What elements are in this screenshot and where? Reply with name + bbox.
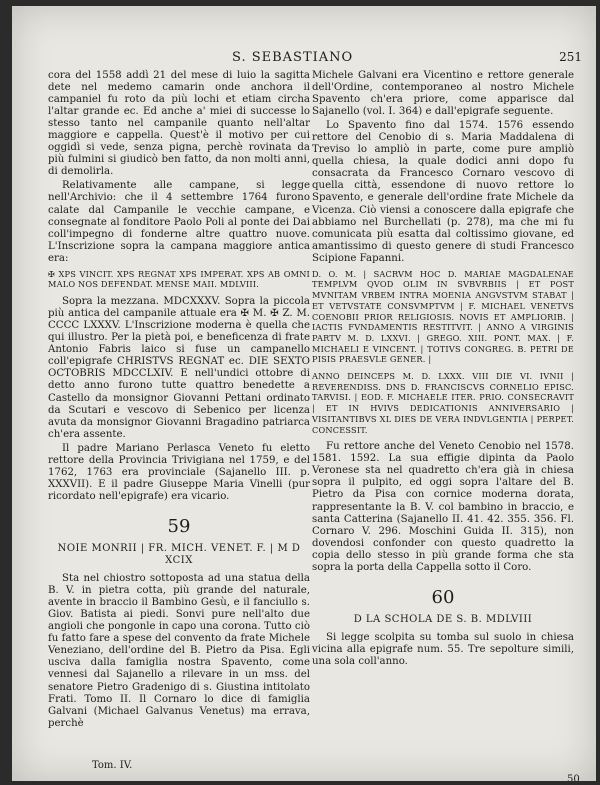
paragraph: Relativamente alle campane, si legge nell'Archivio: che il 4 settembre 1764 furono calate dal Campanile le vecchie campane, e consegnate al fonditore Paolo Poli al ponte dei Dai coll'impegno di fonderne altre quattro nuove. L'Inscrizione sopra la campana maggiore antica era: xyxy=(48,180,310,264)
paragraph: Michele Galvani era Vicentino e rettore generale dell'Ordine, contemporaneo al nostro Michele Spavento ch'era priore, come apparisce dal Sajanello (vol. I. 364) e dall'epigrafe seguente. xyxy=(312,70,574,118)
paragraph: Fu rettore anche del Veneto Cenobio nel 1578. 1581. 1592. La sua effigie dipinta da Paolo Veronese sta nel quadretto ch'era già in chiesa sopra il pulpito, ed oggi sopra l'altare del B. Pietro da Pisa con cornice moderna dorata, rappresentante la B. V. col bambino in braccio, e santa Catterina (Sajanello II. 41. 42. 355. 356. Fl. Cornaro V. 296. Moschini Guida II. 315), non dovendosi confonder con questo quadretto la copia dello stesso in più grande forma che sta sopra la porta della Cappella sotto il Coro. xyxy=(312,441,574,573)
running-header xyxy=(12,50,596,70)
book-page xyxy=(12,6,596,781)
epigraph: ✠ XPS VINCIT. XPS REGNAT XPS IMPERAT. XPS AB OMNI MALO NOS DEFENDAT. MENSE MAII. MDLVIII. xyxy=(48,268,310,290)
epigraph: D. O. M. | SACRVM HOC D. MARIAE MAGDALENAE TEMPLVM QVOD OLIM IN SVBVRBIIS | ET POST MVNITAM VRBEM INTRA MOENIA ANGVSTVM STABAT | ET VETVSTATE CONSVMPTVM | F. MICHAEL VENETVS COENOBII PRIOR RELIGIOSIS. NOVIS ET AMPLIORIB. | IACTIS FVNDAMENTIS RESTITVIT. | ANNO A VIRGINIS PARTV M. D. LXXVI. | GREGO. XIII. PONT. MAX. | F. MICHAELI E VINCENT. | TOTIVS CONGREG. B. PETRI DE PISIS PRAESVLE GENER. | xyxy=(312,268,574,365)
paragraph: Si legge scolpita su tomba sul suolo in chiesa vicina alla epigrafe num. 55. Tre sepolture simili, una sola coll'anno. xyxy=(312,631,574,667)
left-column xyxy=(48,70,310,732)
inscription-heading: NOIE MONRII | FR. MICH. VENET. F. | M D XCIX xyxy=(57,543,301,567)
paragraph: cora del 1558 addì 21 del mese di luio la sagitta dete nel medemo camarin onde anchora il campaniel fu roto da più lochi et etiam circha l'altar grande ec. Ed anche a' miei di successe lo stesso tanto nel campanile quanto nell'altar maggiore e cappella. Quest'è il motivo per cui oggidì si vede, senza pigna, perchè rovinata da più fulmini si giudicò ben fatto, da non molti anni, di demolirla. xyxy=(48,70,310,178)
page-number: 251 xyxy=(559,50,582,64)
volume-signature: Tom. IV. xyxy=(92,760,133,771)
right-column xyxy=(312,70,574,670)
section-number: 59 xyxy=(167,515,191,537)
paragraph: Lo Spavento fino dal 1574. 1576 essendo rettore del Cenobio di s. Maria Maddalena di Treviso lo ampliò in parte, come pure ampliò quella chiesa, la quale dodici anni dopo fu consacrata da Francesco Cornaro vescovo di quella città, essendone di nuovo rettore lo Spavento, e generale dell'ordine frate Michele da Vicenza. Ciò viensi a conoscere dalla epigrafe che abbiamo nel Burchellati (p. 278), ma che mi fu comunicata più esatta dal coltissimo giovane, ed amantissimo di questo genere di studi Francesco Scipione Fapanni. xyxy=(312,120,574,264)
section-number: 60 xyxy=(431,586,455,608)
paragraph: Sta nel chiostro sottoposta ad una statua della B. V. in pietra cotta, più grande del naturale, avente in braccio il Bambino Gesù, e il fanciullo s. Giov. Batista ai piedi. Sonvi pure nell'alto due angioli che pongonle in capo una corona. Tutto ciò fu fatto fare a spese del convento da frate Michele Veneziano, dell'ordine del B. Pietro da Pisa. Egli usciva dalla famiglia nostra Spavento, come vennesi dal Sajanello a rilevare in un mss. del senatore Pietro Gradenigo di s. Giustina intitolato Frati. Tomo II. Il Cornaro lo dice di famiglia Galvani (Michael Galvanus Venetus) ma errava, perchè xyxy=(48,573,310,729)
paragraph: Il padre Mariano Perlasca Veneto fu eletto rettore della Provincia Trivigiana nel 1759, e del 1762, 1763 era provinciale (Sajanello III. p. XXXVII). E il padre Giuseppe Maria Vinelli (pur ricordato nell'epigrafe) era vicario. xyxy=(48,442,310,502)
gathering-mark: 50 xyxy=(567,774,580,781)
paragraph: Sopra la mezzana. MDCXXXV. Sopra la piccola più antica del campanile attuale era ✠ M. ✠ Z. M. CCCC LXXXV. L'Inscrizione moderna è quella che qui illustro. Per la pietà poi, e beneficenza di frate Antonio Fabris laico si fuse un campanello coll'epigrafe CHRISTVS REGNAT ec. DIE SEXTO OCTOBRIS MDCCLXIV. E nell'undici ottobre di detto anno furono tutte quattro benedette a Castello da monsignor Giovanni Pettani ordinato da Scutari e vescovo di Sebenico per licenza avuta da monsignor Giovanni Bragadino patriarca ch'era assente. xyxy=(48,296,310,440)
epigraph: ANNO DEINCEPS M. D. LXXX. VIII DIE VI. IVNII | REVERENDISS. DNS D. FRANCISCVS CORNELIO EPISC. TARVISI. | EOD. F. MICHAELE ITER. PRIO. CONSECRAVIT | ET IN HVIVS DEDICATIONIS ANNIVERSARIO | VISITANTIBVS XL DIES DE VERA INDVLGENTIA | PERPET. CONCESSIT. xyxy=(312,371,574,435)
running-title: S. SEBASTIANO xyxy=(232,50,354,65)
inscription-heading: D LA SCHOLA DE S. B. MDLVIII xyxy=(353,613,533,625)
